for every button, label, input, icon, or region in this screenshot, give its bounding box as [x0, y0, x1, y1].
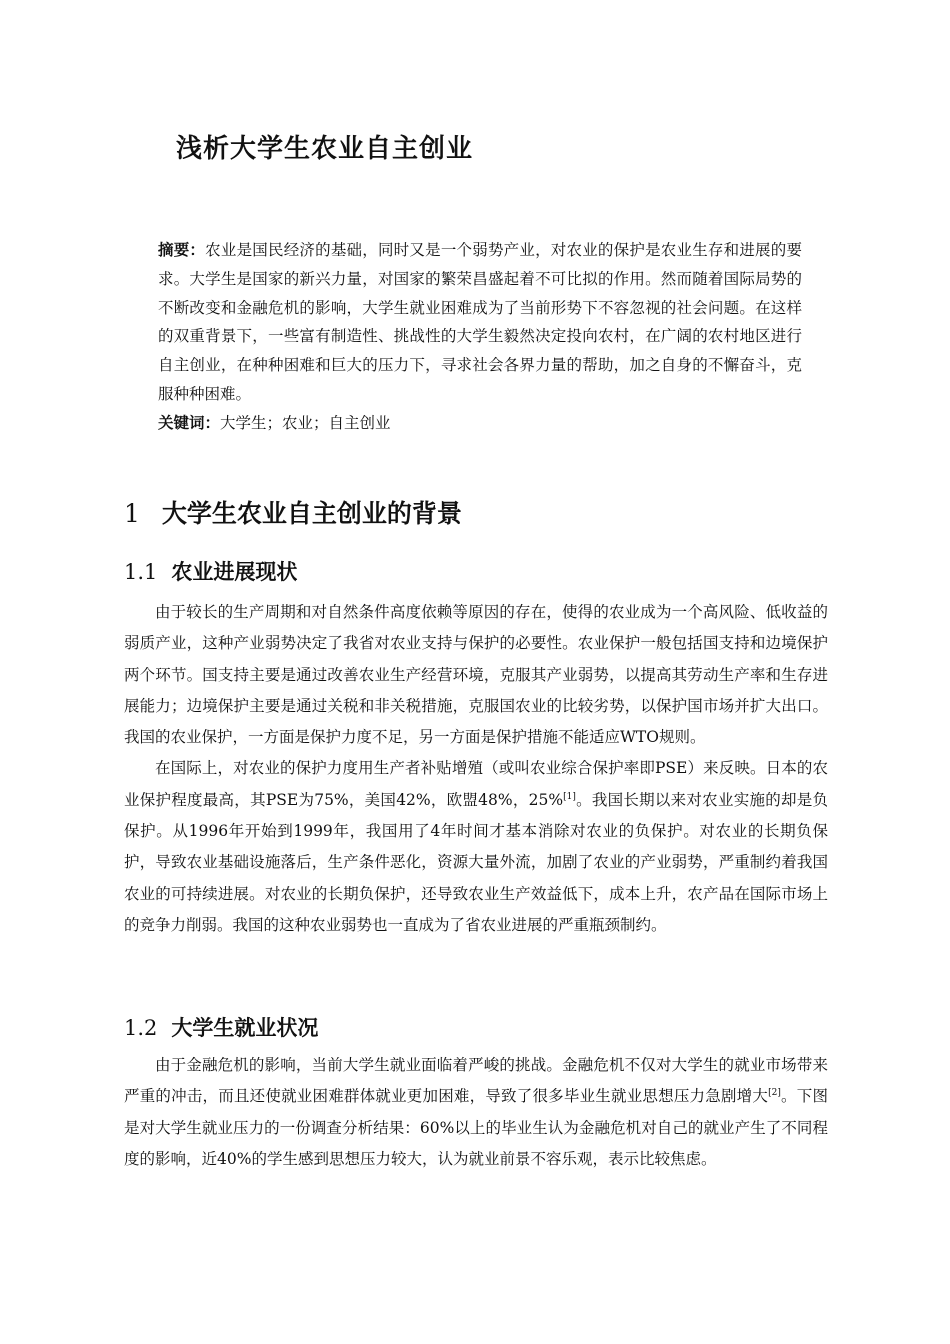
- section-1-title: 大学生农业自主创业的背景: [161, 499, 462, 528]
- section-1-1-heading: [124, 556, 297, 586]
- section-1-2-heading: [124, 1012, 318, 1042]
- paragraph-text: 由于金融危机的影响，当前大学生就业面临着严峻的挑战。金融危机不仅对大学生的就业市场带来严重的冲击，而且还使就业困难群体就业更加困难，导致了很多毕业生就业思想压力急剧增大: [124, 1056, 828, 1106]
- section-1-2-title: 大学生就业状况: [171, 1016, 319, 1040]
- citation-ref: [2]: [768, 1088, 781, 1099]
- paragraph: [124, 1050, 828, 1175]
- section-1-1-number: 1.1: [124, 560, 158, 584]
- paragraph: [124, 753, 828, 941]
- section-1-number: 1: [124, 499, 140, 528]
- paragraph-text: 在国际上，对农业的保护力度用生产者补贴增殖（或叫农业综合保护率即PSE）来反映。日本的农业保护程度最高，其PSE为75%，美国42%，欧盟48%，25%: [124, 759, 828, 809]
- paragraph: 由于较长的生产周期和对自然条件高度依赖等原因的存在，使得的农业成为一个高风险、低收益的弱质产业，这种产业弱势决定了我省对农业支持与保护的必要性。农业保护一般包括国支持和边境保护两个环节。国支持主要是通过改善农业生产经营环境，克服其产业弱势，以提高其劳动生产率和生存进展能力；边境保护主要是通过关税和非关税措施，克服国农业的比较劣势，以保护国市场并扩大出口。我国的农业保护，一方面是保护力度不足，另一方面是保护措施不能适应WTO规则。: [124, 603, 828, 747]
- keywords-label: 关键词：: [158, 413, 221, 432]
- abstract-text: 农业是国民经济的基础，同时又是一个弱势产业，对农业的保护是农业生存和进展的要求。大学生是国家的新兴力量，对国家的繁荣昌盛起着不可比拟的作用。然而随着国际局势的不断改变和金融危机的影响，大学生就业困难成为了当前形势下不容忽视的社会问题。在这样的双重背景下，一些富有制造性、挑战性的大学生毅然决定投向农村，在广阔的农村地区进行自主创业，在种种困难和巨大的压力下，寻求社会各界力量的帮助，加之自身的不懈奋斗，克服种种困难。: [158, 241, 802, 403]
- abstract-label: 摘要：: [158, 241, 206, 259]
- section-1-2-number: 1.2: [124, 1016, 158, 1040]
- section-1-2-body: [124, 1050, 828, 1175]
- section-1-1-body: [124, 597, 828, 941]
- abstract-section: [158, 236, 802, 438]
- section-1-heading: [124, 494, 462, 530]
- keywords-text: 大学生；农业；自主创业: [220, 413, 391, 432]
- paragraph-text: 。下图是对大学生就业压力的一份调查分析结果：60%以上的毕业生认为金融危机对自己的就业产生了不同程度的影响，近40%的学生感到思想压力较大，认为就业前景不容乐观，表示比较焦虑。: [124, 1087, 828, 1168]
- keywords-paragraph: [158, 409, 802, 438]
- paragraph-text: 。我国长期以来对农业实施的却是负保护。从1996年开始到1999年，我国用了4年时间才基本消除对农业的负保护。对农业的长期负保护，导致农业基础设施落后，生产条件恶化，资源大量外流，加剧了农业的产业弱势，严重制约着我国农业的可持续进展。对农业的长期负保护，还导致农业生产效益低下，成本上升，农产品在国际市场上的竞争力削弱。我国的这种农业弱势也一直成为了省农业进展的严重瓶颈制约。: [124, 790, 828, 934]
- section-1-1-title: 农业进展现状: [171, 560, 298, 584]
- document-title: 浅析大学生农业自主创业: [176, 134, 474, 164]
- citation-ref: [1]: [563, 791, 576, 802]
- abstract-paragraph: [158, 236, 802, 409]
